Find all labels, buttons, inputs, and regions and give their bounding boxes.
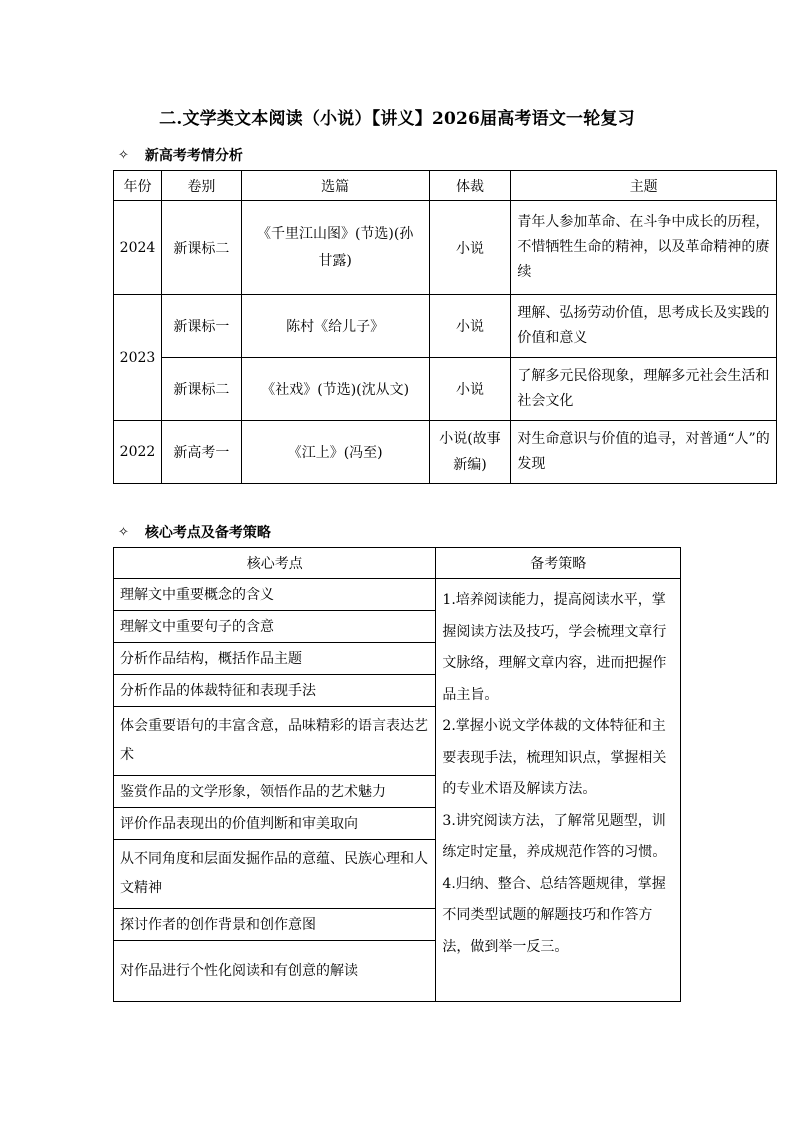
- strategy-cell: [436, 579, 681, 1002]
- paper-cell: 新课标二: [161, 358, 241, 421]
- core-point-cell: 体会重要语句的丰富含意，品味精彩的语言表达艺术: [114, 707, 436, 776]
- page-title: 二.文学类文本阅读（小说）【讲义】2026届高考语文一轮复习: [159, 109, 635, 129]
- column-header: 选篇: [241, 171, 429, 201]
- section-heading-text: 核心考点及备考策略: [144, 525, 271, 541]
- section-heading-text: 新高考考情分析: [144, 148, 243, 164]
- column-header: 核心考点: [114, 548, 436, 579]
- core-point-cell: 分析作品的体裁特征和表现手法: [114, 675, 436, 707]
- genre-cell: 小说: [429, 295, 511, 358]
- section-heading-core-points: [118, 522, 271, 542]
- diamond-outline-icon: ✧: [118, 147, 129, 163]
- theme-cell: 理解、弘扬劳动价值，思考成长及实践的价值和意义: [511, 295, 777, 358]
- genre-cell: 小说: [429, 358, 511, 421]
- table-row: [114, 358, 777, 421]
- section-heading-exam-analysis: [118, 145, 243, 165]
- text-cell: 陈村《给儿子》: [241, 295, 429, 358]
- core-point-cell: 理解文中重要句子的含意: [114, 611, 436, 643]
- paper-cell: 新课标二: [161, 201, 241, 295]
- strategy-item: 3.讲究阅读方法，了解常见题型，训练定时定量，养成规范作答的习惯。: [442, 812, 667, 860]
- table-header-row: [114, 171, 777, 201]
- exam-analysis-table: [113, 170, 777, 484]
- table-header-row: [114, 548, 681, 579]
- core-points-table: [113, 547, 681, 1002]
- core-point-cell: 评价作品表现出的价值判断和审美取向: [114, 808, 436, 840]
- genre-cell: 小说: [429, 201, 511, 295]
- column-header: 主题: [511, 171, 777, 201]
- text-cell: 《千里江山图》(节选)(孙甘露): [241, 201, 429, 295]
- column-header: 年份: [114, 171, 162, 201]
- diamond-outline-icon: ✧: [118, 524, 129, 540]
- column-header: 体裁: [429, 171, 511, 201]
- theme-cell: 对生命意识与价值的追寻，对普通“人”的发现: [511, 421, 777, 484]
- genre-cell: 小说(故事新编): [429, 421, 511, 484]
- text-cell: 《社戏》(节选)(沈从文): [241, 358, 429, 421]
- table-row: [114, 295, 777, 358]
- text-cell: 《江上》(冯至): [241, 421, 429, 484]
- core-point-cell: 探讨作者的创作背景和创作意图: [114, 909, 436, 941]
- column-header: 备考策略: [436, 548, 681, 579]
- paper-cell: 新高考一: [161, 421, 241, 484]
- core-point-cell: 理解文中重要概念的含义: [114, 579, 436, 611]
- paper-cell: 新课标一: [161, 295, 241, 358]
- core-point-cell: 分析作品结构，概括作品主题: [114, 643, 436, 675]
- strategy-item: 1.培养阅读能力，提高阅读水平，掌握阅读方法及技巧，学会梳理文章行文脉络，理解文章内容，进而把握作品主旨。: [442, 592, 667, 703]
- table-row: [114, 201, 777, 295]
- core-point-cell: 对作品进行个性化阅读和有创意的解读: [114, 941, 436, 1002]
- table-row: [114, 421, 777, 484]
- column-header: 卷别: [161, 171, 241, 201]
- year-cell: 2023: [114, 295, 162, 421]
- core-point-cell: 鉴赏作品的文学形象，领悟作品的艺术魅力: [114, 776, 436, 808]
- core-point-cell: 从不同角度和层面发掘作品的意蕴、民族心理和人文精神: [114, 840, 436, 909]
- table-row: [114, 579, 681, 611]
- year-cell: 2022: [114, 421, 162, 484]
- strategy-item: 2.掌握小说文学体裁的文体特征和主要表现手法，梳理知识点，掌握相关的专业术语及解读方法。: [442, 718, 667, 797]
- theme-cell: 了解多元民俗现象，理解多元社会生活和社会文化: [511, 358, 777, 421]
- year-cell: 2024: [114, 201, 162, 295]
- theme-cell: 青年人参加革命、在斗争中成长的历程，不惜牺牲生命的精神，以及革命精神的赓续: [511, 201, 777, 295]
- strategy-item: 4.归纳、整合、总结答题规律，掌握不同类型试题的解题技巧和作答方法，做到举一反三。: [442, 875, 666, 955]
